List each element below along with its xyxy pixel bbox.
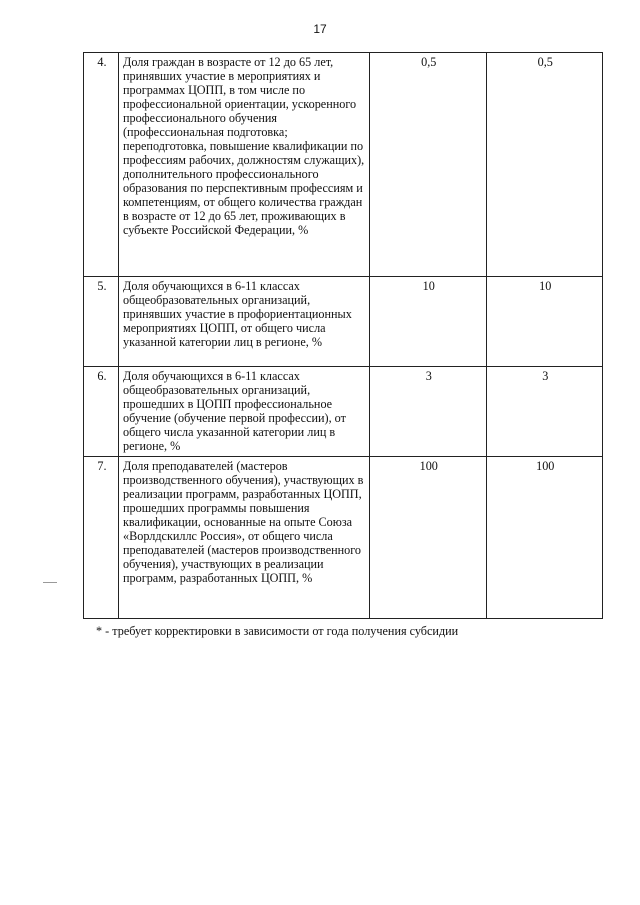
table-row bbox=[84, 53, 603, 277]
page-number: 17 bbox=[313, 22, 327, 36]
table-row bbox=[84, 367, 603, 457]
indicator-value-1: 100 bbox=[370, 457, 487, 619]
indicators-table bbox=[83, 52, 603, 619]
footnote: * - требует корректировки в зависимости от года получения субсидии bbox=[96, 624, 459, 638]
indicator-value-2: 10 bbox=[486, 277, 603, 367]
indicator-value-2: 100 bbox=[486, 457, 603, 619]
indicator-description: Доля граждан в возрасте от 12 до 65 лет, принявших участие в мероприятиях и программах ЦОПП, в том числе по профессиональной ориентации, ускоренного профессионального обучения (профессиональная подготовка; переподготовка, повышение квалификации по профессиям рабочих, должностям служащих), дополнительного профессионального образования по перспективным профессиям и компетенциям, от общего количества граждан в возрасте от 12 до 65 лет, проживающих в субъекте Российской Федерации, % bbox=[119, 53, 370, 277]
indicator-description: Доля обучающихся в 6-11 классах общеобразовательных организаций, прошедших в ЦОПП профессиональное обучение (обучение первой профессии), от общего числа указанной категории лиц в регионе, % bbox=[119, 367, 370, 457]
indicator-value-2: 3 bbox=[486, 367, 603, 457]
indicator-value-1: 3 bbox=[370, 367, 487, 457]
row-number: 5. bbox=[84, 277, 119, 367]
row-number: 6. bbox=[84, 367, 119, 457]
indicator-description: Доля преподавателей (мастеров производственного обучения), участвующих в реализации программ, разработанных ЦОПП, прошедших программы повышения квалификации, основанные на опыте Союза «Ворлдскиллс Россия», от общего числа преподавателей (мастеров производственного обучения), участвующих в реализации программ, разработанных ЦОПП, % bbox=[119, 457, 370, 619]
indicator-value-1: 10 bbox=[370, 277, 487, 367]
row-number: 7. bbox=[84, 457, 119, 619]
row-number: 4. bbox=[84, 53, 119, 277]
table-row bbox=[84, 457, 603, 619]
indicator-value-1: 0,5 bbox=[370, 53, 487, 277]
scan-mark bbox=[43, 582, 57, 583]
table-row bbox=[84, 277, 603, 367]
indicator-value-2: 0,5 bbox=[486, 53, 603, 277]
indicator-description: Доля обучающихся в 6-11 классах общеобразовательных организаций, принявших участие в профориентационных мероприятиях ЦОПП, от общего числа указанной категории лиц в регионе, % bbox=[119, 277, 370, 367]
